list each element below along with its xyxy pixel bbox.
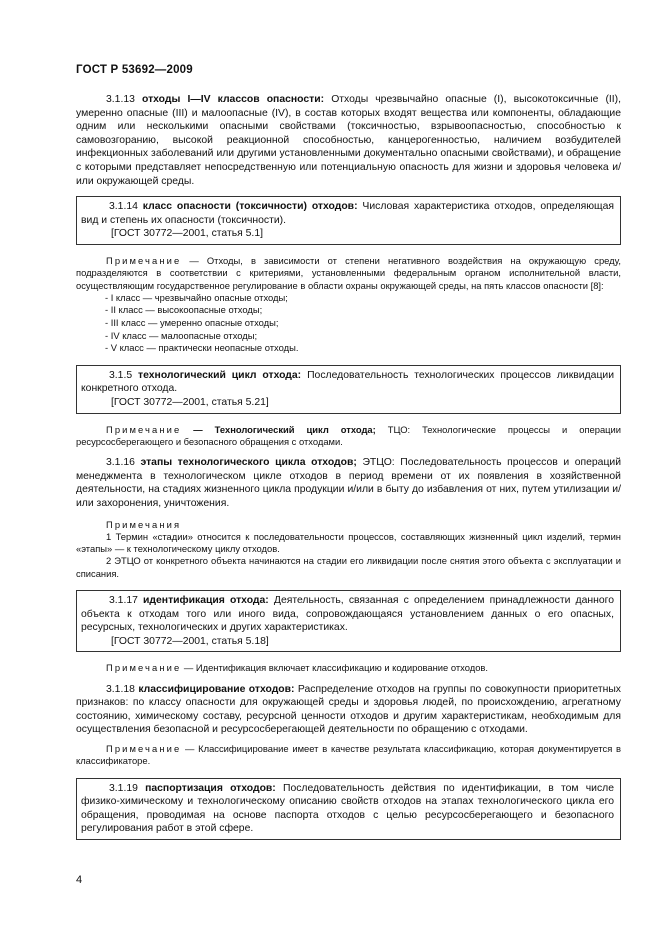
- definition-box-3-1-14: [76, 196, 621, 245]
- list-item: - II класс — высокоопасные отходы;: [105, 304, 263, 316]
- term-title: паспортизация отходов:: [145, 782, 276, 794]
- list-item: - V класс — практически неопасные отходы.: [105, 342, 299, 354]
- definition-box-3-1-17: [76, 590, 621, 652]
- list-item: - III класс — умеренно опасные отходы;: [105, 317, 279, 329]
- page-header: ГОСТ Р 53692—2009: [76, 64, 193, 76]
- page-number: 4: [76, 874, 83, 886]
- list-item: - IV класс — малоопасные отходы;: [105, 329, 258, 341]
- term-title: отходы I—IV классов опасности:: [141, 94, 325, 105]
- section-3-1-5: 3.1.5 технологический цикл отхода: Последовательность технологических процессов ликвидации конкретного отхода.: [81, 369, 615, 395]
- source-reference: [ГОСТ 30772—2001, статья 5.1]: [111, 228, 263, 240]
- note-item: 1 Термин «стадии» относится к последовательности процессов, составляющих жизненный цикл изделий, термин «этапы» — к технологическому циклу отходов.: [76, 530, 621, 555]
- definition-box-3-1-5: [76, 365, 621, 414]
- note-identification: Примечание — Идентификация включает классификацию и кодирование отходов.: [106, 662, 489, 674]
- source-reference: [ГОСТ 30772—2001, статья 5.21]: [111, 396, 269, 408]
- term-title: классифицирование отходов:: [138, 683, 295, 695]
- section-3-1-17: 3.1.17 идентификация отхода: Деятельность, связанная с определением принадлежности данного объекта к отходам того или иного вида, сопровождающаяся установлением данных о его опасных, ресурсных, технологических и других характеристиках.: [81, 595, 614, 634]
- list-item: - I класс — чрезвычайно опасные отходы;: [105, 291, 288, 303]
- source-reference: [ГОСТ 30772—2001, статья 5.18]: [111, 635, 269, 647]
- section-3-1-18: 3.1.18 классифицирование отходов: Распределение отходов на группы по совокупности приоритетных признаков: по классу опасности для окружающей среды и здоровья людей, по происхождению, агрегатному состоянию, химическому составу, ресурсной ценности отходов и другим характеристикам, необходимым для осуществления безопасной и ресурсосберегающей деятельности по обращению с отходами.: [76, 683, 622, 736]
- section-3-1-16: 3.1.16 этапы технологического цикла отходов; ЭТЦО: Последовательность процессов и операций менеджмента в технологическом цикле отходов в период времени от их появления в хозяйственной деятельности, на стадиях жизненного цикла продукции и/или в быту до избавления от них, путем утилизации и/или захоронения, уничтожения.: [76, 457, 622, 509]
- note-item: 2 ЭТЦО от конкретного объекта начинаются на стадии его ликвидации после снятия этого объекта с эксплуатации и списания.: [76, 555, 621, 579]
- term-title: класс опасности (токсичности) отходов:: [142, 201, 358, 213]
- term-title: технологический цикл отхода:: [138, 369, 302, 381]
- term-title: идентификация отхода:: [143, 595, 269, 607]
- note-classes: Примечание — Отходы, в зависимости от степени негативного воздействия на окружающую среду, подразделяются в соответствии с критериями, установленными федеральным органом исполнительной власти, осуществляющим государственное регулирование в области охраны окружающей среды, на пять классов опасности [8]:: [76, 254, 621, 291]
- definition-box-3-1-19: [76, 778, 621, 840]
- document-body: [76, 93, 621, 840]
- section-3-1-14: 3.1.14 класс опасности (токсичности) отходов: Числовая характеристика отходов, определяющая вид и степень их опасности (токсичности).: [81, 201, 615, 226]
- section-3-1-19: 3.1.19 паспортизация отходов: Последовательность действия по идентификации, в том числе физико-химическому и технологическому описанию свойств отходов на этапах технологического цикла его обращения, проводимая на основе паспорта отходов с целью ресурсосберегающего и безопасного регулирования работ в этой сфере.: [81, 782, 615, 835]
- note-classification: Примечание — Классифицирование имеет в качестве результата классификацию, которая документируется в классификаторе.: [76, 743, 622, 767]
- note-cycle: Примечание — Технологический цикл отхода; ТЦО: Технологические процессы и операции ресурсосберегающего и безопасного обращения с отходами.: [76, 423, 622, 447]
- section-3-1-13: 3.1.13 отходы I—IV классов опасности: Отходы чрезвычайно опасные (I), высокотоксичные (II), умеренно опасные (III) и малоопасные (IV), в состав которых входят вещества или компоненты, обладающие одним или несколькими опасными свойствами (токсичностью, взрывоопасностью, способностью к самовозгоранию, высокой реакционной способностью, канцерогенностью, наличием возбудителей инфекционных заболеваний или другими установленными документально опасными свойствами), и обращение с которыми представляет непосредственную или потенциальную опасность для жизни и здоровья человека и/или окружающей среды.: [76, 94, 622, 187]
- term-title: этапы технологического цикла отходов;: [140, 457, 357, 469]
- notes-heading: Примечания: [106, 518, 182, 530]
